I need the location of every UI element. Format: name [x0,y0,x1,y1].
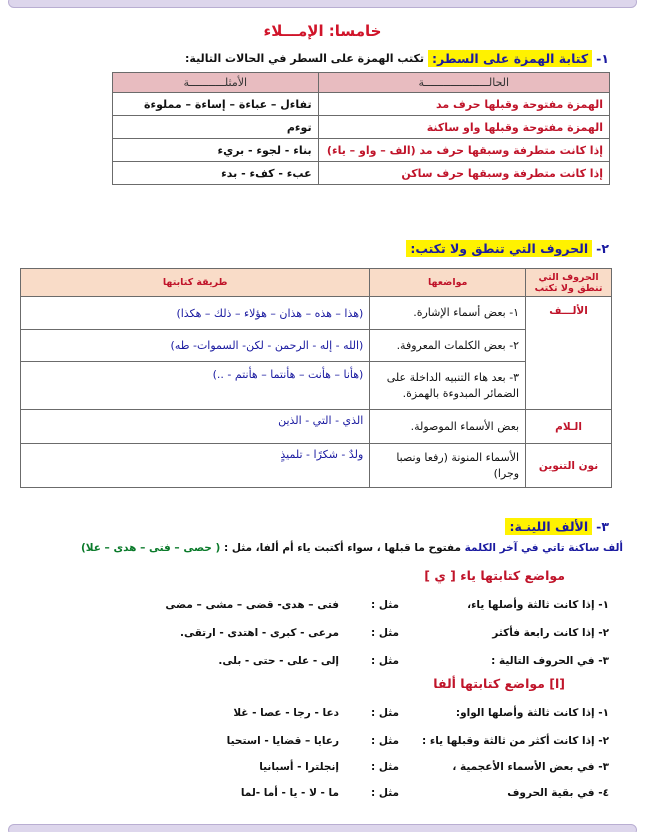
table-row [113,139,610,162]
rule-example-label: مثل : [370,655,399,667]
ya-rules-heading: مواضع كتابتها ياء [ ي ] [424,568,565,583]
soft-alif-definition [81,542,623,554]
hamza-example-cell: تفاءل – عباءة – إساءة – مملوءة [113,93,319,116]
rule-examples: مرعى - كبرى - اهتدى - ارتقى. [180,627,339,639]
page-title: خامسا: الإمـــلاء [263,22,382,40]
rule-example-label: مثل : [370,735,399,747]
silent-position-cell: ١- بعض أسماء الإشارة. [370,297,526,330]
rule-example-label: مثل : [370,707,399,719]
silent-letter-cell: الـلام [526,410,612,444]
hamza-example-cell: بناء - لجوء - بريء [113,139,319,162]
section3-number: ٣- [596,519,609,534]
hamza-case-cell: الهمزة مفتوحة وقبلها واو ساكنة [318,116,609,139]
section3-label: الألف اللينـة: [505,518,592,535]
rule-text: ١- إذا كانت ثالثة وأصلها ياء، [467,599,609,611]
rule-text: ٤- في بقية الحروف [507,787,609,799]
silent-header-letter: الحروف التي تنطق ولا تكتب [526,269,612,297]
table-row [113,93,610,116]
section1-number: ١- [596,51,609,66]
rule-examples: إنجلترا - أسبانيا [259,761,339,773]
ya-rule-row [36,650,609,672]
alif-rule-row [36,756,609,778]
rule-examples: ما - لا - يا - أما -لما [240,787,339,799]
section2-number: ٢- [596,241,609,256]
table-row [113,162,610,185]
rule-text: ٢- إذا كانت رابعة فأكثر [492,627,609,639]
definition-part-a: ألف ساكنة تاتي في آخر الكلمة [464,542,623,554]
silent-writing-cell: (هأنا – هأنت – هأنتما – هأنتم - ..) [21,362,370,410]
hamza-case-cell: إذا كانت متطرفة وسبقها حرف ساكن [318,162,609,185]
section1-label: كتابة الهمزة على السطر: [428,50,592,67]
hamza-header-examples: الأمثلـــــــــــة [113,73,319,93]
rule-examples: فتى – هدى- قضى – مشى – مضى [165,599,339,611]
silent-header-writing: طريقة كتابتها [21,269,370,297]
hamza-example-cell: عبء - كفء - بدء [113,162,319,185]
silent-writing-cell: (هذا – هذه – هذان – هؤلاء – ذلك – هكذا) [21,297,370,330]
silent-position-cell: الأسماء المنونة (رفعا ونصبا وجرا) [370,444,526,488]
rule-text: ٢- إذا كانت أكثر من ثالثة وقبلها ياء : [422,735,609,747]
table-row [21,444,612,488]
silent-position-cell: بعض الأسماء الموصولة. [370,410,526,444]
definition-examples: ( حصى – فتى – هدى – علا) [80,542,221,554]
rule-example-label: مثل : [370,627,399,639]
hamza-example-cell: توءم [113,116,319,139]
table-row [21,297,612,330]
rule-text: ١- إذا كانت ثالثة وأصلها الواو: [455,707,609,719]
table-row [21,410,612,444]
rule-example-label: مثل : [370,787,399,799]
section1-instruction: تكتب الهمزة على السطر في الحالات التالية: [185,52,425,65]
hamza-case-cell: إذا كانت متطرفة وسبقها حرف مد (الف – واو – ياء) [318,139,609,162]
rule-examples: إلى - على - حتى - بلى. [218,655,339,667]
table-row [113,116,610,139]
rule-example-label: مثل : [370,761,399,773]
silent-writing-cell: ولدٌ - شكرًا - تلميذٍ [21,444,370,488]
section3-header [505,518,609,535]
section2-label: الحروف التي تنطق ولا تكتب: [406,240,592,257]
section1-header [185,50,609,67]
silent-writing-cell: (الله - إله - الرحمن - لكن- السموات- طه) [21,330,370,362]
hamza-header-case: الحالــــــــــــــــــــة [318,73,609,93]
silent-position-cell: ٢- بعض الكلمات المعروفة. [370,330,526,362]
ya-rule-row [36,622,609,644]
rule-text: ٣- في الحروف التالية : [491,655,609,667]
table-row [21,362,612,410]
table-row [21,330,612,362]
rule-examples: رعايا – قضايا - استحيا [226,735,339,747]
silent-position-cell: ٣- بعد هاء التنبيه الداخلة على الضمائر المبدوءة بالهمزة. [370,362,526,410]
alif-rule-row [36,782,609,804]
silent-letter-cell: الألـــف [526,297,612,410]
hamza-table [112,72,610,185]
alif-rule-row [36,702,609,724]
hamza-case-cell: الهمزة مفتوحة وقبلها حرف مد [318,93,609,116]
definition-part-b: مفتوح ما قبلها ، سواء أكتبت ياء أم ألفا، مثل : [223,542,461,554]
silent-header-position: مواضعها [370,269,526,297]
silent-letter-cell: نون التنوين [526,444,612,488]
silent-writing-cell: الذي - التي - الذين [21,410,370,444]
rule-examples: دعا - رجا - عصا - غلا [233,707,339,719]
rule-example-label: مثل : [370,599,399,611]
silent-letters-table [20,268,612,488]
alif-rule-row [36,730,609,752]
alif-rules-heading: [ا] مواضع كتابتها ألفا [433,676,565,691]
ya-rule-row [36,594,609,616]
rule-text: ٣- في بعض الأسماء الأعجمية ، [452,761,609,773]
section2-header [406,240,609,257]
bottom-frame-bar [8,824,637,832]
